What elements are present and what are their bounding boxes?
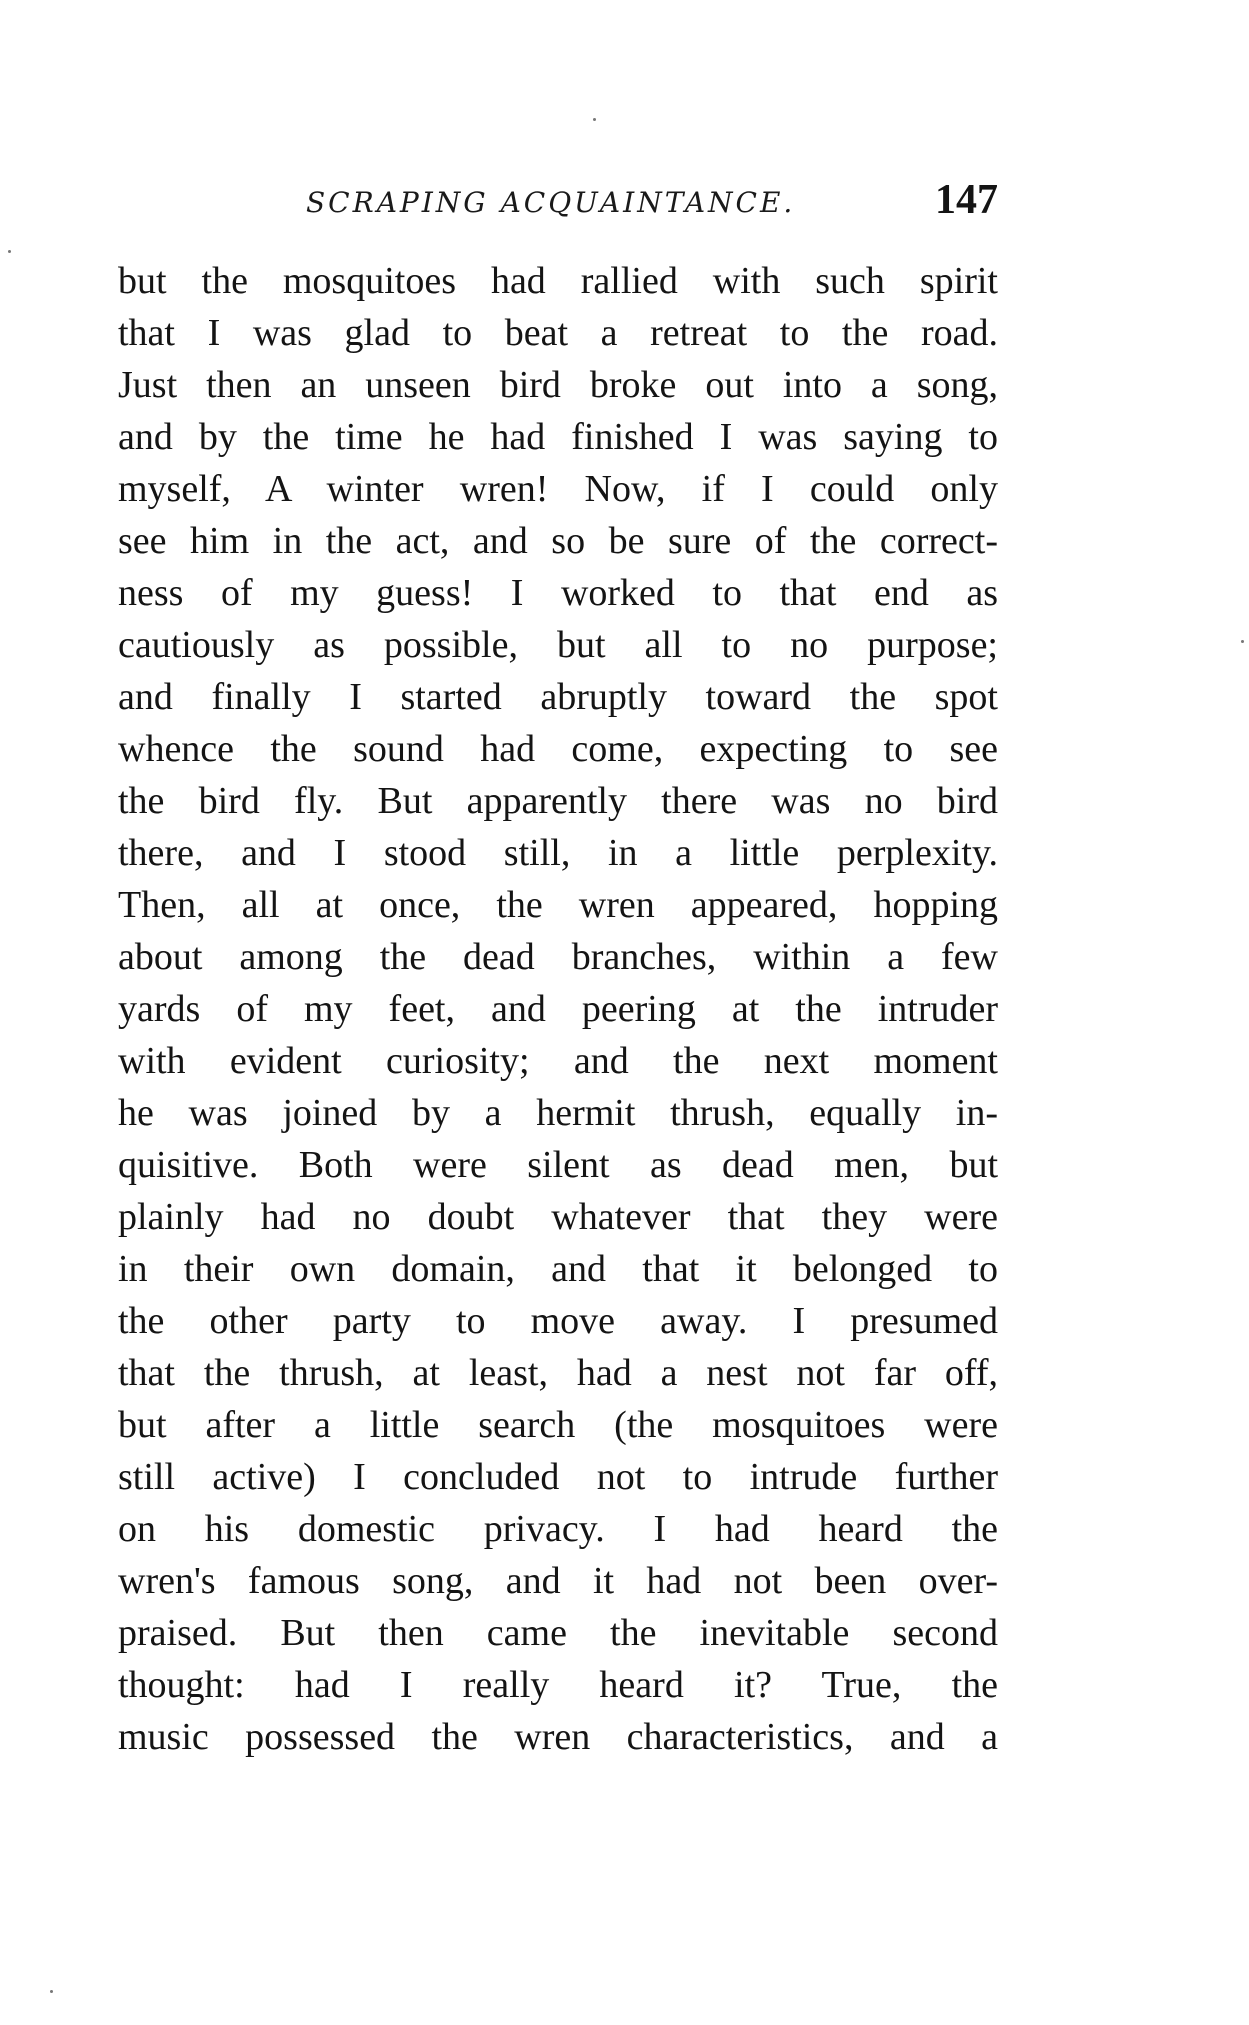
text-line: and finally I started abruptly toward the spot — [118, 676, 998, 718]
text-line: wren's famous song, and it had not been over- — [118, 1560, 998, 1602]
text-line: with evident curiosity; and the next moment — [118, 1040, 998, 1082]
text-line: thought: had I really heard it? True, the — [118, 1664, 998, 1706]
text-line: about among the dead branches, within a few — [118, 936, 998, 978]
text-line: but the mosquitoes had rallied with such spirit — [118, 260, 998, 302]
text-line: but after a little search (the mosquitoes were — [118, 1404, 998, 1446]
text-line: still active) I concluded not to intrude further — [118, 1456, 998, 1498]
text-line: music possessed the wren characteristics, and a — [118, 1716, 998, 1758]
text-line: plainly had no doubt whatever that they were — [118, 1196, 998, 1238]
text-line: whence the sound had come, expecting to see — [118, 728, 998, 770]
page-number: 147 — [935, 177, 998, 223]
body-text — [118, 255, 998, 1763]
text-line: see him in the act, and so be sure of the correct- — [118, 520, 998, 562]
text-line: that I was glad to beat a retreat to the road. — [118, 312, 998, 354]
text-line: praised. But then came the inevitable second — [118, 1612, 998, 1654]
text-line: that the thrush, at least, had a nest not far off, — [118, 1352, 998, 1394]
paper-speck — [50, 1990, 53, 1993]
text-line: myself, A winter wren! Now, if I could only — [118, 468, 998, 510]
text-line: the bird fly. But apparently there was no bird — [118, 780, 998, 822]
text-line: Just then an unseen bird broke out into a song, — [118, 364, 998, 406]
text-line: Then, all at once, the wren appeared, hopping — [118, 884, 998, 926]
text-line: yards of my feet, and peering at the intruder — [118, 988, 998, 1030]
text-line: cautiously as possible, but all to no purpose; — [118, 624, 998, 666]
text-line: quisitive. Both were silent as dead men, but — [118, 1144, 998, 1186]
paper-speck — [593, 118, 596, 121]
page-header — [118, 177, 998, 232]
text-line: there, and I stood still, in a little perplexity. — [118, 832, 998, 874]
text-line: he was joined by a hermit thrush, equally in- — [118, 1092, 998, 1134]
paper-speck — [1241, 640, 1244, 643]
running-title: SCRAPING ACQUAINTANCE. — [306, 186, 796, 219]
text-line: on his domestic privacy. I had heard the — [118, 1508, 998, 1550]
text-line: ness of my guess! I worked to that end as — [118, 572, 998, 614]
paper-speck — [8, 250, 11, 253]
text-line: the other party to move away. I presumed — [118, 1300, 998, 1342]
text-line: in their own domain, and that it belonged to — [118, 1248, 998, 1290]
text-line: and by the time he had finished I was saying to — [118, 416, 998, 458]
